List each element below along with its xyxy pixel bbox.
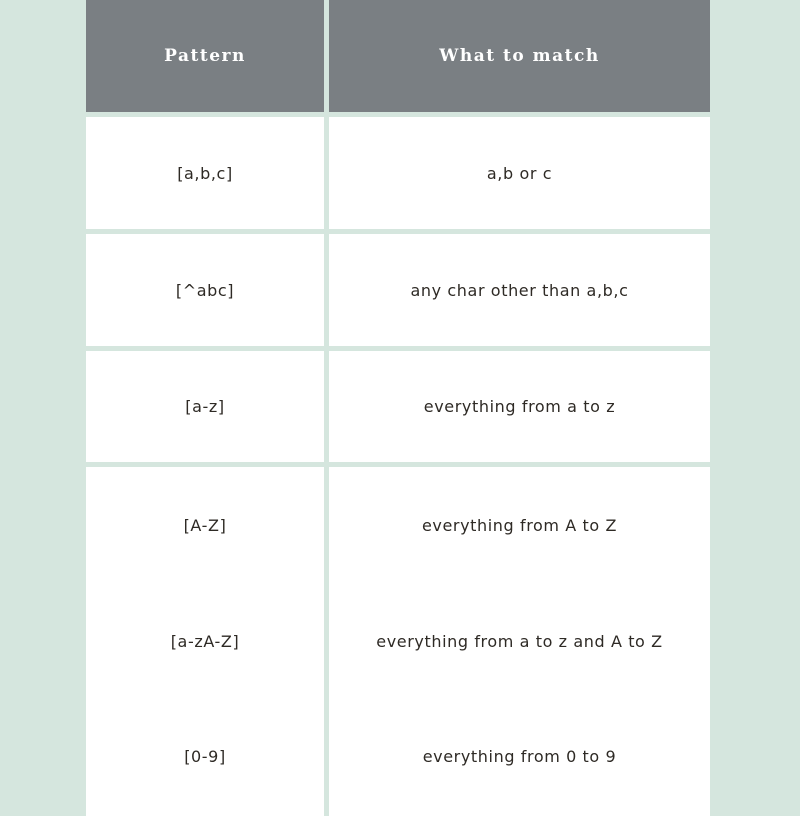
match-cell: everything from a to z and A to Z [329,583,710,700]
table-row [86,583,710,700]
table-row [86,351,710,462]
regex-table [86,0,710,800]
pattern-cell: [A-Z] [86,467,324,583]
table-header [86,0,710,112]
pattern-cell: [^abc] [86,234,324,346]
match-cell: a,b or c [329,117,710,229]
table-row [86,234,710,346]
match-cell: everything from A to Z [329,467,710,583]
header-what-to-match: What to match [329,0,710,112]
match-cell: any char other than a,b,c [329,234,710,346]
match-cell: everything from 0 to 9 [329,700,710,816]
table-row [86,117,710,229]
table-row [86,700,710,816]
header-pattern: Pattern [86,0,324,112]
pattern-cell: [0-9] [86,700,324,816]
pattern-cell: [a-z] [86,351,324,462]
pattern-cell: [a-zA-Z] [86,583,324,700]
match-cell: everything from a to z [329,351,710,462]
pattern-cell: [a,b,c] [86,117,324,229]
table-row [86,467,710,583]
